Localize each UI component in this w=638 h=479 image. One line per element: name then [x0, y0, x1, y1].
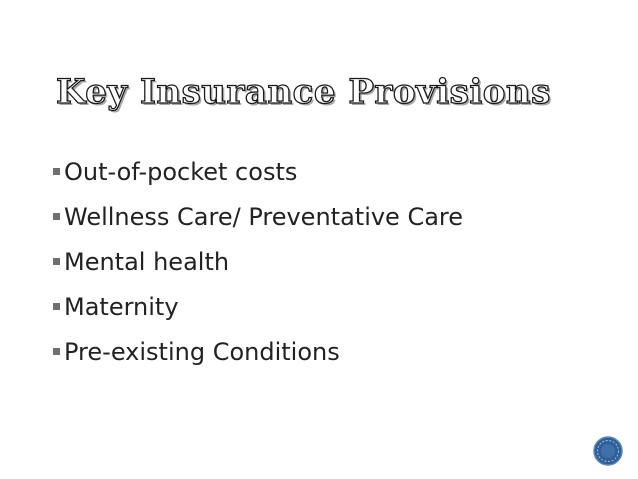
bullet-item — [53, 329, 463, 374]
bullet-text: Wellness Care/ Preventative Care — [64, 202, 464, 231]
square-bullet-icon — [53, 168, 60, 175]
bullet-text: Pre-existing Conditions — [64, 337, 340, 366]
square-bullet-icon — [53, 303, 60, 310]
square-bullet-icon — [53, 213, 60, 220]
square-bullet-icon — [53, 258, 60, 265]
square-bullet-icon — [53, 348, 60, 355]
bullet-item — [53, 239, 463, 284]
bullet-text: Out-of-pocket costs — [64, 157, 298, 186]
bullet-item — [53, 194, 463, 239]
slide-title: Key Insurance Provisions — [56, 72, 551, 112]
bullet-item — [53, 284, 463, 329]
bullet-text: Maternity — [64, 292, 179, 321]
bullet-list — [53, 149, 463, 374]
bullet-item — [53, 149, 463, 194]
bullet-text: Mental health — [64, 247, 230, 276]
circle-badge-icon — [593, 436, 623, 466]
